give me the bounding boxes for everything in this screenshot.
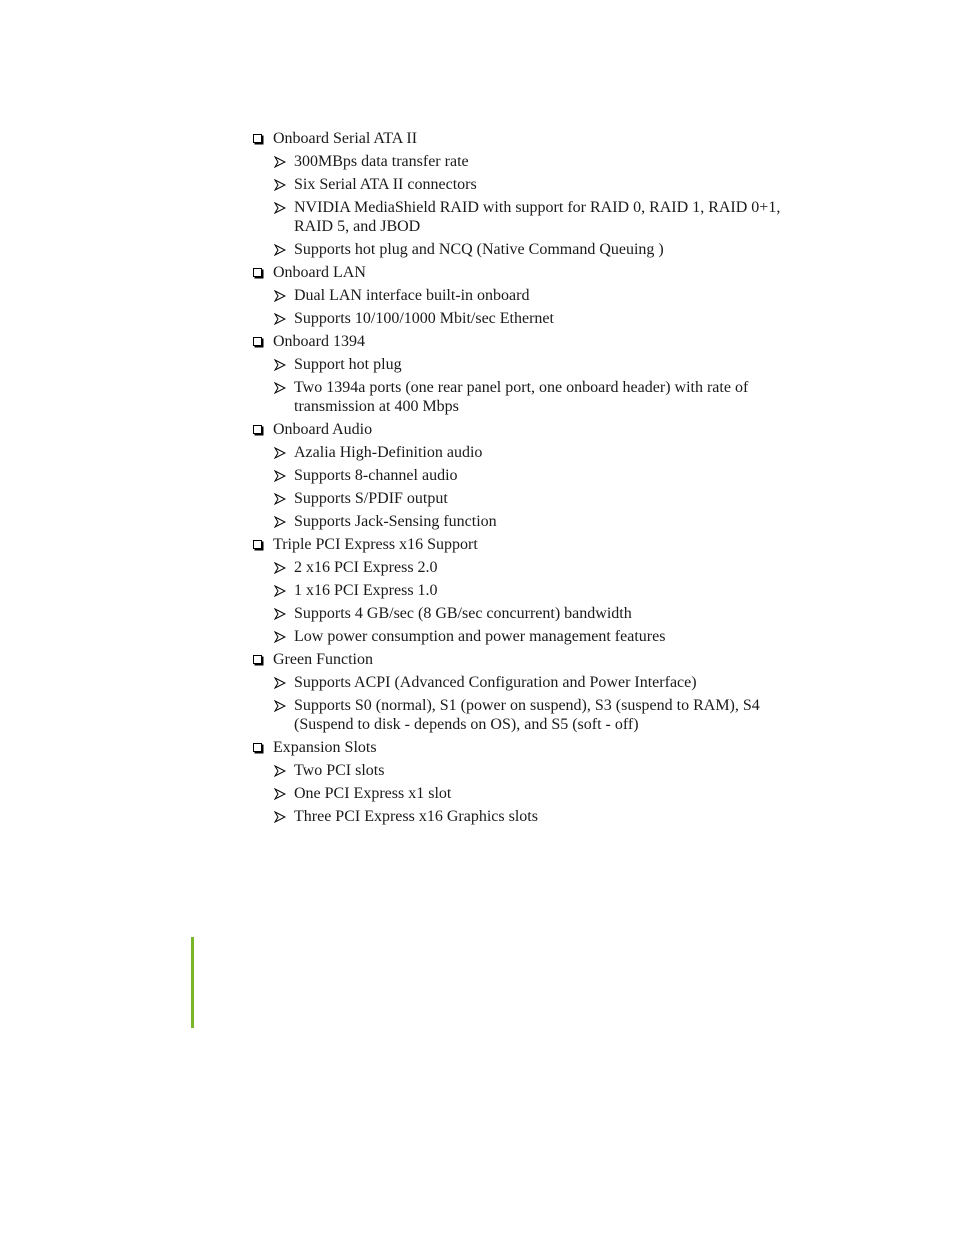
section-heading: [251, 263, 791, 283]
arrow-bullet-icon: [274, 811, 286, 823]
list-item: Supports 8-channel audio: [251, 466, 791, 485]
arrow-bullet-icon: [274, 493, 286, 505]
arrow-bullet-icon: [274, 608, 286, 620]
section-pci-express: [251, 535, 791, 646]
square-bullet-icon: [253, 743, 262, 752]
section-title: Onboard Audio: [273, 421, 373, 438]
list-item: Supports 10/100/1000 Mbit/sec Ethernet: [251, 309, 791, 328]
section-title: Onboard LAN: [273, 264, 366, 281]
section-serial-ata: [251, 129, 791, 259]
square-bullet-icon: [253, 655, 262, 664]
list-item: Dual LAN interface built-in onboard: [251, 286, 791, 305]
arrow-bullet-icon: [274, 179, 286, 191]
section-green-function: [251, 650, 791, 734]
arrow-bullet-icon: [274, 585, 286, 597]
arrow-bullet-icon: [274, 447, 286, 459]
list-item: Three PCI Express x16 Graphics slots: [251, 807, 791, 826]
list-item: Two 1394a ports (one rear panel port, one onboard header) with rate of transmission at 400 Mbps: [251, 378, 791, 416]
list-item: Supports hot plug and NCQ (Native Command Queuing ): [251, 240, 791, 259]
list-item: Low power consumption and power management features: [251, 627, 791, 646]
list-item: Supports Jack-Sensing function: [251, 512, 791, 531]
arrow-bullet-icon: [274, 788, 286, 800]
square-bullet-icon: [253, 337, 262, 346]
list-item: Six Serial ATA II connectors: [251, 175, 791, 194]
arrow-bullet-icon: [274, 700, 286, 712]
section-heading: [251, 535, 791, 555]
arrow-bullet-icon: [274, 470, 286, 482]
section-heading: [251, 738, 791, 758]
list-item: Supports S0 (normal), S1 (power on suspend), S3 (suspend to RAM), S4 (Suspend to disk - depends on OS), and S5 (soft - off): [251, 696, 791, 734]
list-item: Azalia High-Definition audio: [251, 443, 791, 462]
section-expansion-slots: [251, 738, 791, 826]
section-lan: [251, 263, 791, 328]
list-item: Support hot plug: [251, 355, 791, 374]
arrow-bullet-icon: [274, 244, 286, 256]
arrow-bullet-icon: [274, 382, 286, 394]
margin-accent-rule: [191, 937, 194, 1028]
arrow-bullet-icon: [274, 156, 286, 168]
spec-list: [251, 129, 791, 830]
arrow-bullet-icon: [274, 290, 286, 302]
section-title: Onboard Serial ATA II: [273, 130, 418, 147]
arrow-bullet-icon: [274, 313, 286, 325]
section-title: Onboard 1394: [273, 333, 365, 350]
section-heading: [251, 332, 791, 352]
square-bullet-icon: [253, 134, 262, 143]
list-item: One PCI Express x1 slot: [251, 784, 791, 803]
section-1394: [251, 332, 791, 416]
section-heading: [251, 650, 791, 670]
section-title: Triple PCI Express x16 Support: [273, 536, 478, 553]
square-bullet-icon: [253, 425, 262, 434]
section-title: Green Function: [273, 651, 373, 668]
arrow-bullet-icon: [274, 677, 286, 689]
list-item: Two PCI slots: [251, 761, 791, 780]
square-bullet-icon: [253, 268, 262, 277]
section-audio: [251, 420, 791, 531]
arrow-bullet-icon: [274, 202, 286, 214]
list-item: 1 x16 PCI Express 1.0: [251, 581, 791, 600]
arrow-bullet-icon: [274, 516, 286, 528]
list-item: 2 x16 PCI Express 2.0: [251, 558, 791, 577]
arrow-bullet-icon: [274, 765, 286, 777]
list-item: 300MBps data transfer rate: [251, 152, 791, 171]
list-item: Supports S/PDIF output: [251, 489, 791, 508]
square-bullet-icon: [253, 540, 262, 549]
arrow-bullet-icon: [274, 631, 286, 643]
list-item: Supports 4 GB/sec (8 GB/sec concurrent) bandwidth: [251, 604, 791, 623]
list-item: NVIDIA MediaShield RAID with support for RAID 0, RAID 1, RAID 0+1, RAID 5, and JBOD: [251, 198, 791, 236]
arrow-bullet-icon: [274, 359, 286, 371]
section-title: Expansion Slots: [273, 739, 377, 756]
section-heading: [251, 420, 791, 440]
list-item: Supports ACPI (Advanced Configuration and Power Interface): [251, 673, 791, 692]
arrow-bullet-icon: [274, 562, 286, 574]
section-heading: [251, 129, 791, 149]
